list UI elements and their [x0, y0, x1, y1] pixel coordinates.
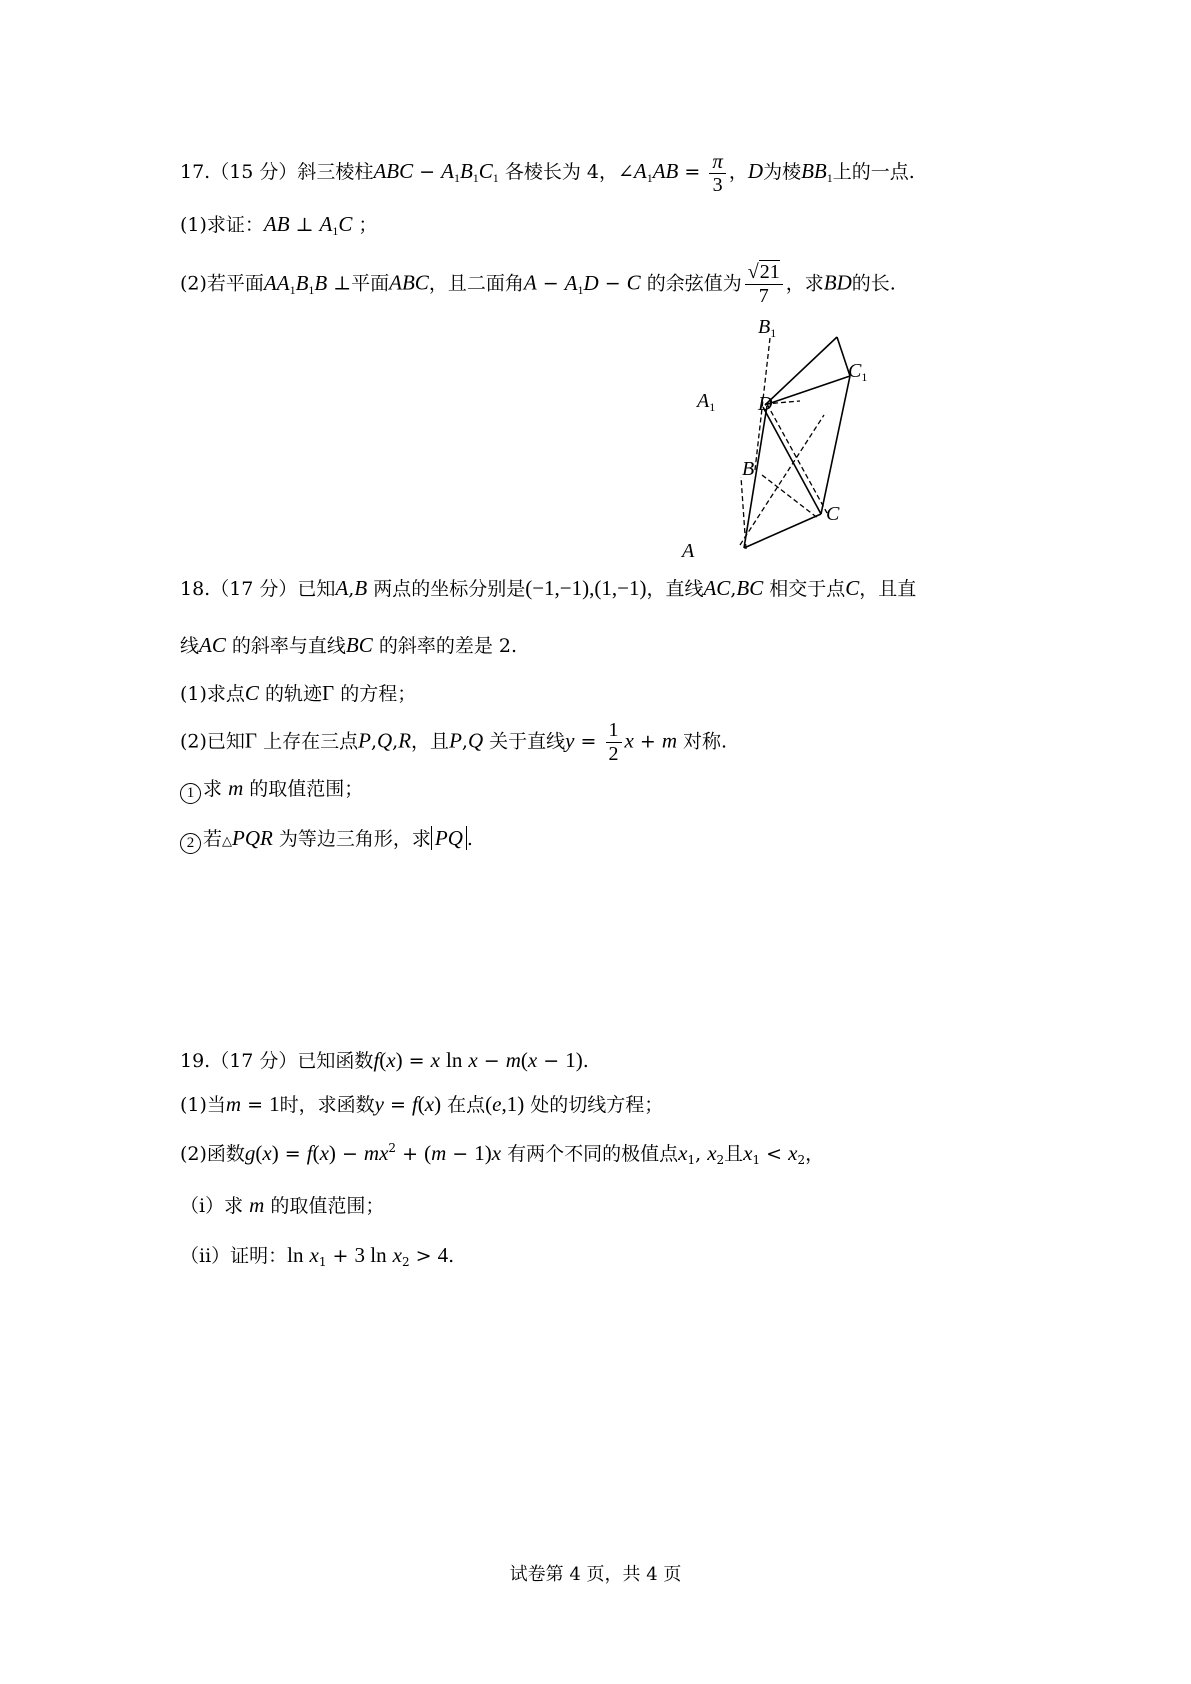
circled-number-1: 1	[180, 783, 201, 804]
edge-a1-c	[763, 407, 821, 514]
q18-part2: (2)已知Γ 上存在三点P,Q,R，且P,Q 关于直线y = $\frac{1}{2}$ x + m 对称.	[180, 719, 728, 765]
pi-over-3-fraction: $\frac{\pi}{3}$	[709, 150, 726, 196]
q18-part1: (1)求点C 的轨迹Γ 的方程；	[180, 681, 417, 705]
q17-part2: (2)若平面$AA_1B_1B$ ⊥平面ABC，且二面角$A - A_1D - C$ 的余弦值为 $\frac{√21}{7}$ ，求BD的长.	[180, 261, 896, 307]
segment-a-d	[740, 415, 824, 545]
segment-d-c	[767, 404, 827, 513]
prism-figure	[682, 316, 900, 565]
q17-part1: (1)求证：AB ⊥ $A_1C$ ；	[180, 212, 378, 238]
label-a1: $A_1$	[697, 390, 716, 414]
edge-a1-b1	[765, 337, 837, 405]
q19-part2: (2)函数$g(x) = f(x) - mx^2 + (m - 1)x$ 有两个不同的极值点$x_1$, $x_2$且$x_1 < x_2$，	[180, 1141, 825, 1167]
sqrt21-over-7-fraction: $\frac{√21}{7}$	[745, 262, 783, 307]
q19-part1: (1)当m = 1时，求函数y = f(x) 在点(e,1) 处的切线方程；	[180, 1092, 664, 1116]
q19-stem: 19.（17 分）已知函数f(x) = x ln x − m(x − 1).	[180, 1048, 589, 1072]
q19-sub-ii: （ii）证明：$\ln x_1 + 3$ $\ln x_2 > 4$.	[180, 1243, 455, 1269]
q18-sub2: 2 若△PQR 为等边三角形，求 PQ .	[180, 826, 473, 854]
label-d: D	[758, 393, 773, 415]
q18-stem-line2: 线AC 的斜率与直线BC 的斜率的差是 2.	[180, 633, 517, 657]
circled-number-2: 2	[180, 833, 201, 854]
edge-a1-c1	[765, 376, 850, 405]
q18-stem: 18.（17 分）已知A,B 两点的坐标分别是(−1,−1),(1,−1)，直线AC,BC 相交于点C，且直	[180, 576, 917, 600]
q17-stem: 17.（15 分）斜三棱柱ABC − $A_1B_1C_1$ 各棱长为 4，$\angle A_1AB$ = $\frac{\pi}{3}$ ，D为棱$BB_1$上的一点.	[180, 149, 915, 197]
edge-c-c1	[821, 376, 850, 514]
label-a: A	[682, 540, 695, 562]
page-footer: 试卷第 4 页，共 4 页	[509, 1564, 682, 1585]
label-b: B	[742, 458, 755, 480]
edge-a-c	[744, 514, 821, 548]
q18-sub1: 1 求 m 的取值范围；	[180, 776, 363, 804]
one-half-fraction: $\frac{1}{2}$	[606, 720, 622, 765]
label-b1: $B_1$	[758, 316, 777, 340]
label-c: C	[826, 503, 840, 525]
q19-sub-i: （i）求 m 的取值范围；	[180, 1193, 385, 1217]
label-c1: $C_1$	[848, 360, 868, 384]
edge-a-b	[741, 477, 746, 549]
